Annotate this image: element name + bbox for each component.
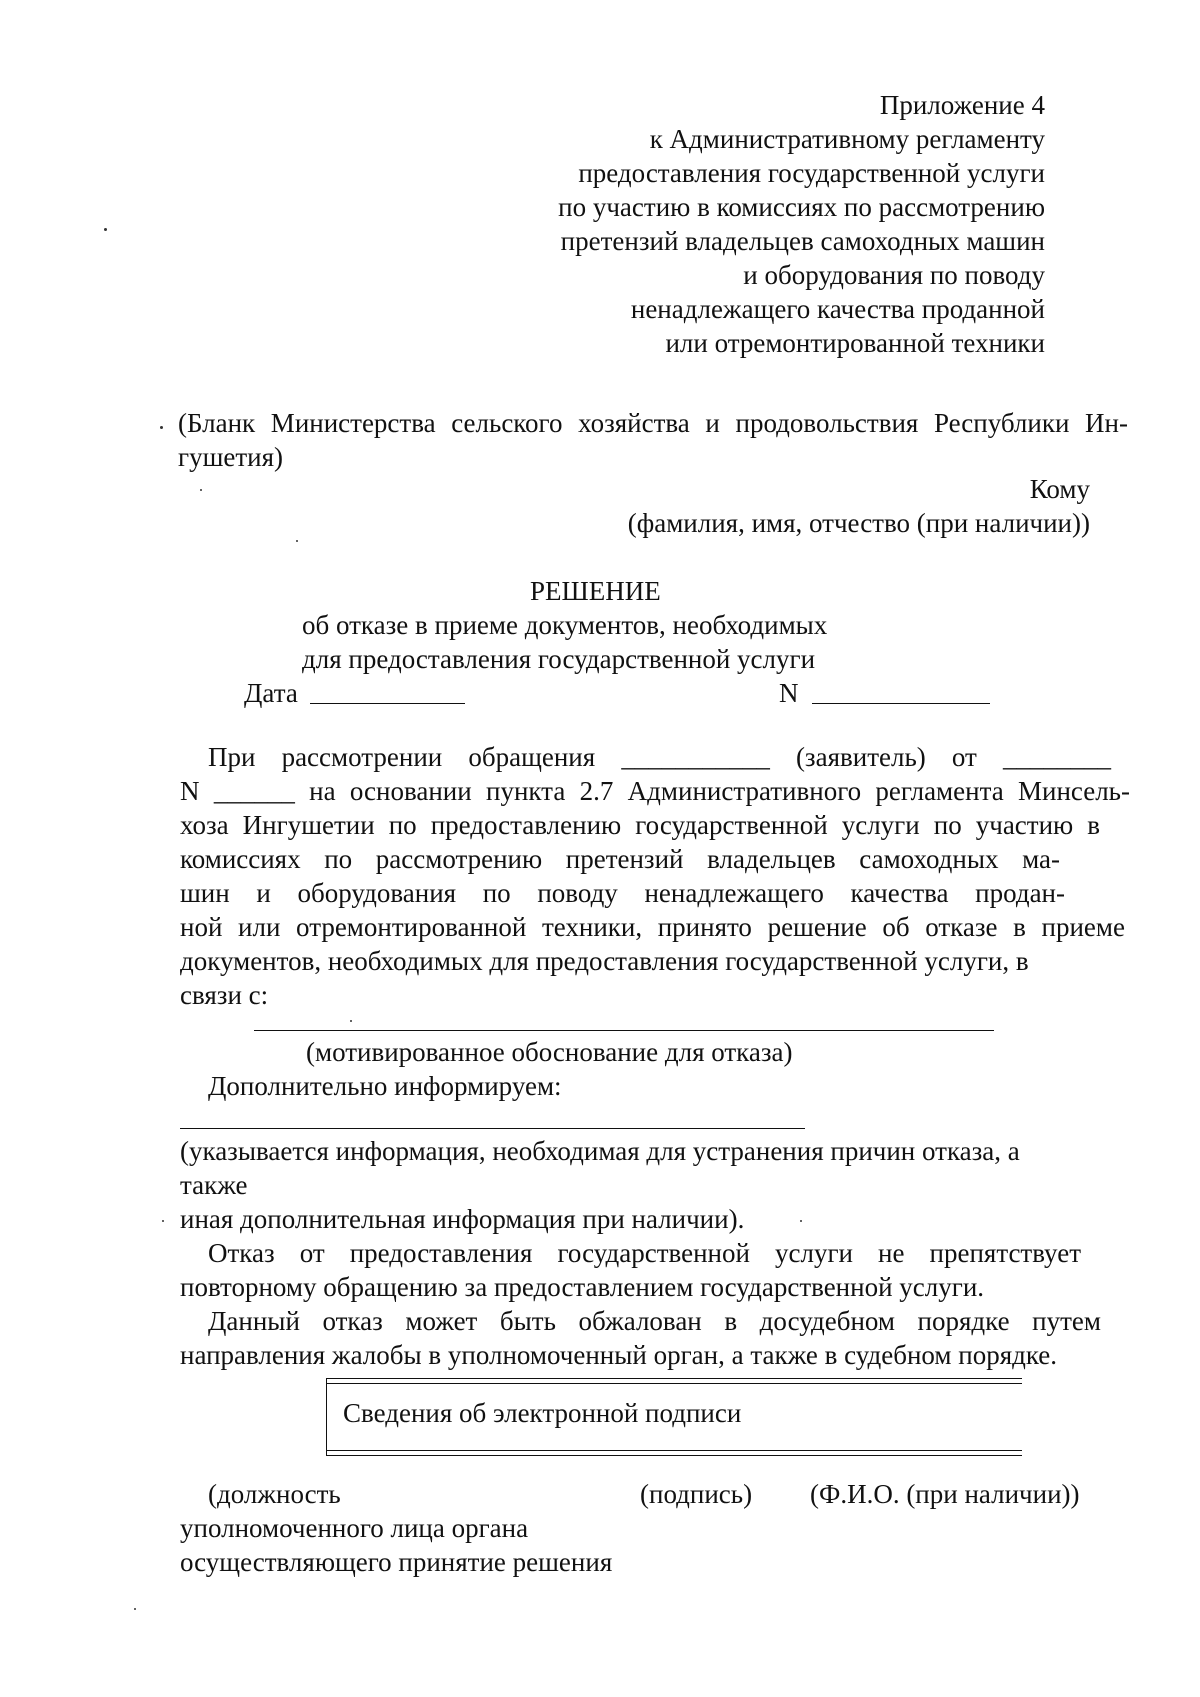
paragraph-line: шин и оборудования по поводу ненадлежащего качества продан- <box>180 878 1065 908</box>
scan-speck <box>200 489 202 491</box>
appendix-line: или отремонтированной техники <box>665 328 1045 358</box>
appendix-line: предоставления государственной услуги <box>578 158 1045 188</box>
document-subtitle: об отказе в приеме документов, необходимых <box>302 610 828 640</box>
paragraph-line <box>208 740 1111 774</box>
additional-info-label: Дополнительно информируем: <box>208 1071 562 1101</box>
info-hint-line: также <box>180 1170 248 1200</box>
paragraph-line: ной или отремонтированной техники, принято решение об отказе в приеме <box>180 912 1125 942</box>
scan-speck <box>104 228 107 231</box>
appendix-line: к Административному регламенту <box>649 124 1045 154</box>
reason-field-line <box>254 1030 994 1031</box>
paragraph-line: Данный отказ может быть обжалован в досудебном порядке путем <box>208 1306 1101 1336</box>
scan-speck <box>350 1020 352 1022</box>
signature-label: (подпись) <box>640 1479 753 1509</box>
paragraph-line: повторному обращению за предоставлением государственной услуги. <box>180 1272 985 1302</box>
appendix-header <box>405 88 1045 360</box>
scan-speck <box>800 1220 802 1222</box>
word: рассмотрении <box>281 742 443 772</box>
date-label: Дата <box>244 678 298 708</box>
paragraph-line: Отказ от предоставления государственной услуги не препятствует <box>208 1238 1081 1268</box>
paragraph-line: связи с: <box>180 980 269 1010</box>
paragraph-line: документов, необходимых для предоставления государственной услуги, в <box>180 946 1029 976</box>
fio-label: (Ф.И.О. (при наличии)) <box>810 1479 1080 1509</box>
date-field-line <box>310 703 465 704</box>
recipient-hint: (фамилия, имя, отчество (при наличии)) <box>627 508 1090 538</box>
scan-speck <box>160 426 163 429</box>
paragraph-line: комиссиях по рассмотрению претензий владельцев самоходных ма- <box>180 844 1060 874</box>
word: (заявитель) <box>795 742 926 772</box>
position-label: уполномоченного лица органа <box>180 1513 529 1543</box>
document-subtitle: для предоставления государственной услуги <box>302 644 816 674</box>
date-blank: ________ <box>1002 742 1111 772</box>
paragraph-line: N ______ на основании пункта 2.7 Административного регламента Минсель- <box>180 776 1130 806</box>
info-hint-line: иная дополнительная информация при наличии). <box>180 1204 745 1234</box>
number-field-line <box>812 703 990 704</box>
recipient-label: Кому <box>1029 474 1090 504</box>
document-title: РЕШЕНИЕ <box>530 576 661 606</box>
scan-speck <box>162 1220 164 1222</box>
letterhead-line: (Бланк Министерства сельского хозяйства и продовольствия Республики Ин- <box>178 408 1128 438</box>
paragraph-line: хоза Ингушетии по предоставлению государственной услуги по участию в <box>180 810 1100 840</box>
word: обращения <box>468 742 596 772</box>
appendix-line: и оборудования по поводу <box>743 260 1045 290</box>
info-hint-line: (указывается информация, необходимая для устранения причин отказа, а <box>180 1136 1020 1166</box>
position-label: (должность <box>208 1479 341 1509</box>
reason-hint: (мотивированное обоснование для отказа) <box>306 1037 793 1067</box>
appendix-line: Приложение 4 <box>879 90 1045 120</box>
applicant-blank: ___________ <box>621 742 770 772</box>
number-label: N <box>779 678 799 708</box>
position-label: осуществляющего принятие решения <box>180 1547 613 1577</box>
additional-info-field-line <box>180 1128 805 1129</box>
electronic-signature-label: Сведения об электронной подписи <box>343 1398 742 1428</box>
word: от <box>951 742 977 772</box>
appendix-line: по участию в комиссиях по рассмотрению <box>558 192 1045 222</box>
letterhead-line: гушетия) <box>178 442 284 472</box>
electronic-signature-box <box>326 1378 1022 1456</box>
appendix-line: претензий владельцев самоходных машин <box>560 226 1045 256</box>
appendix-line: ненадлежащего качества проданной <box>630 294 1045 324</box>
scan-speck <box>296 540 298 542</box>
scan-speck <box>134 1608 136 1610</box>
word: При <box>208 742 256 772</box>
paragraph-line: направления жалобы в уполномоченный орган, а также в судебном порядке. <box>180 1340 1058 1370</box>
